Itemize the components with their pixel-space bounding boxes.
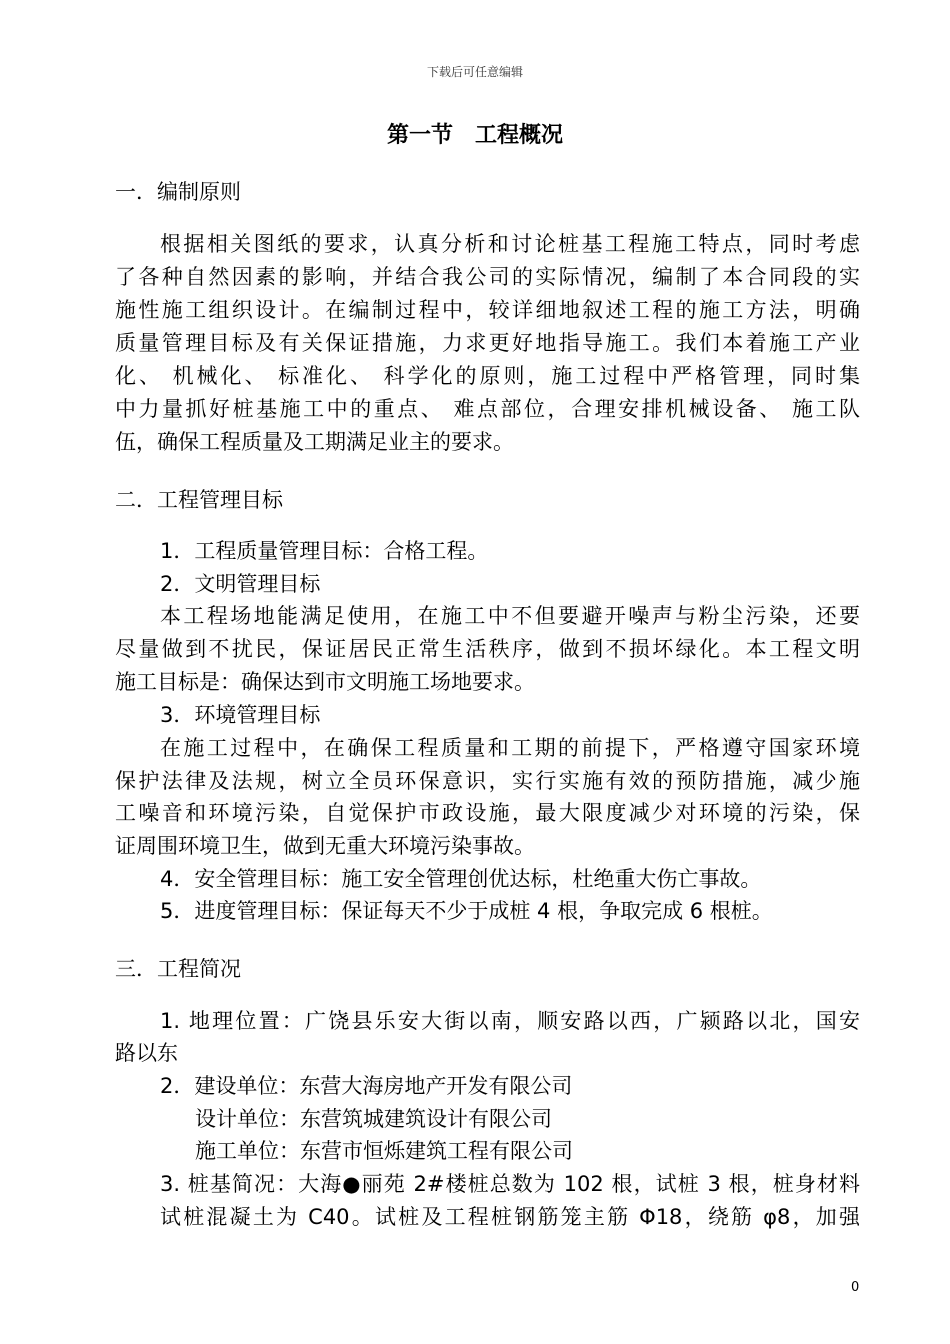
section-heading-management-goals: 二．工程管理目标: [115, 488, 283, 512]
paragraph-line: 3. 桩基简况：大海●丽苑 2#楼桩总数为 102 根，试桩 3 根，桩身材料: [160, 1172, 860, 1196]
list-item-quality-goal: 1．工程质量管理目标：合格工程。: [160, 539, 489, 563]
page-number: 0: [851, 1280, 860, 1295]
paragraph-line: 1. 地理位置：广饶县乐安大街以南，顺安路以西，广颍路以北，国安: [160, 1009, 860, 1033]
paragraph-line: 化、 机械化、 标准化、 科学化的原则，施工过程中严格管理，同时集: [115, 364, 860, 388]
page-title: 第一节 工程概况: [386, 123, 563, 148]
paragraph-line: 伍，确保工程质量及工期满足业主的要求。: [115, 430, 514, 454]
header-note: 下载后可任意编辑: [426, 65, 523, 79]
paragraph-line: 试桩混凝土为 C40。试桩及工程桩钢筋笼主筋 Φ18，绕筋 φ8，加强: [160, 1205, 860, 1229]
paragraph-line: 工噪音和环境污染，自觉保护市政设施，最大限度减少对环境的污染，保: [115, 801, 860, 825]
section-heading-project-overview: 三．工程简况: [115, 957, 241, 981]
paragraph-line: 根据相关图纸的要求，认真分析和讨论桩基工程施工特点，同时考虑: [160, 232, 860, 256]
construction-unit-line: 施工单位：东营市恒烁建筑工程有限公司: [195, 1139, 573, 1163]
list-item-civilization-goal: 2．文明管理目标: [160, 572, 321, 596]
paragraph-line: 了各种自然因素的影响，并结合我公司的实际情况，编制了本合同段的实: [115, 265, 860, 289]
list-item-schedule-goal: 5．进度管理目标：保证每天不少于成桩 4 根，争取完成 6 根桩。: [160, 899, 773, 923]
list-item-owner-unit: 2．建设单位：东营大海房地产开发有限公司: [160, 1074, 573, 1098]
paragraph-line: 在施工过程中，在确保工程质量和工期的前提下，严格遵守国家环境: [160, 736, 860, 760]
paragraph-line: 保护法律及法规，树立全员环保意识，实行实施有效的预防措施，减少施: [115, 769, 860, 793]
paragraph-line: 质量管理目标及有关保证措施，力求更好地指导施工。我们本着施工产业: [115, 331, 860, 355]
paragraph-line: 证周围环境卫生，做到无重大环境污染事故。: [115, 834, 535, 858]
paragraph-line: 中力量抓好桩基施工中的重点、 难点部位，合理安排机械设备、 施工队: [115, 397, 860, 421]
paragraph-line: 尽量做到不扰民，保证居民正常生活秩序，做到不损坏绿化。本工程文明: [115, 637, 860, 661]
design-unit-line: 设计单位：东营筑城建筑设计有限公司: [195, 1107, 552, 1131]
paragraph-line: 路以东: [115, 1041, 178, 1065]
paragraph-line: 本工程场地能满足使用，在施工中不但要避开噪声与粉尘污染，还要: [160, 604, 860, 628]
paragraph-line: 施工目标是：确保达到市文明施工场地要求。: [115, 670, 535, 694]
section-heading-compilation-principles: 一．编制原则: [115, 180, 241, 204]
list-item-safety-goal: 4．安全管理目标：施工安全管理创优达标，杜绝重大伤亡事故。: [160, 867, 762, 891]
paragraph-line: 施性施工组织设计。在编制过程中，较详细地叙述工程的施工方法，明确: [115, 298, 860, 322]
list-item-environment-goal: 3．环境管理目标: [160, 703, 321, 727]
